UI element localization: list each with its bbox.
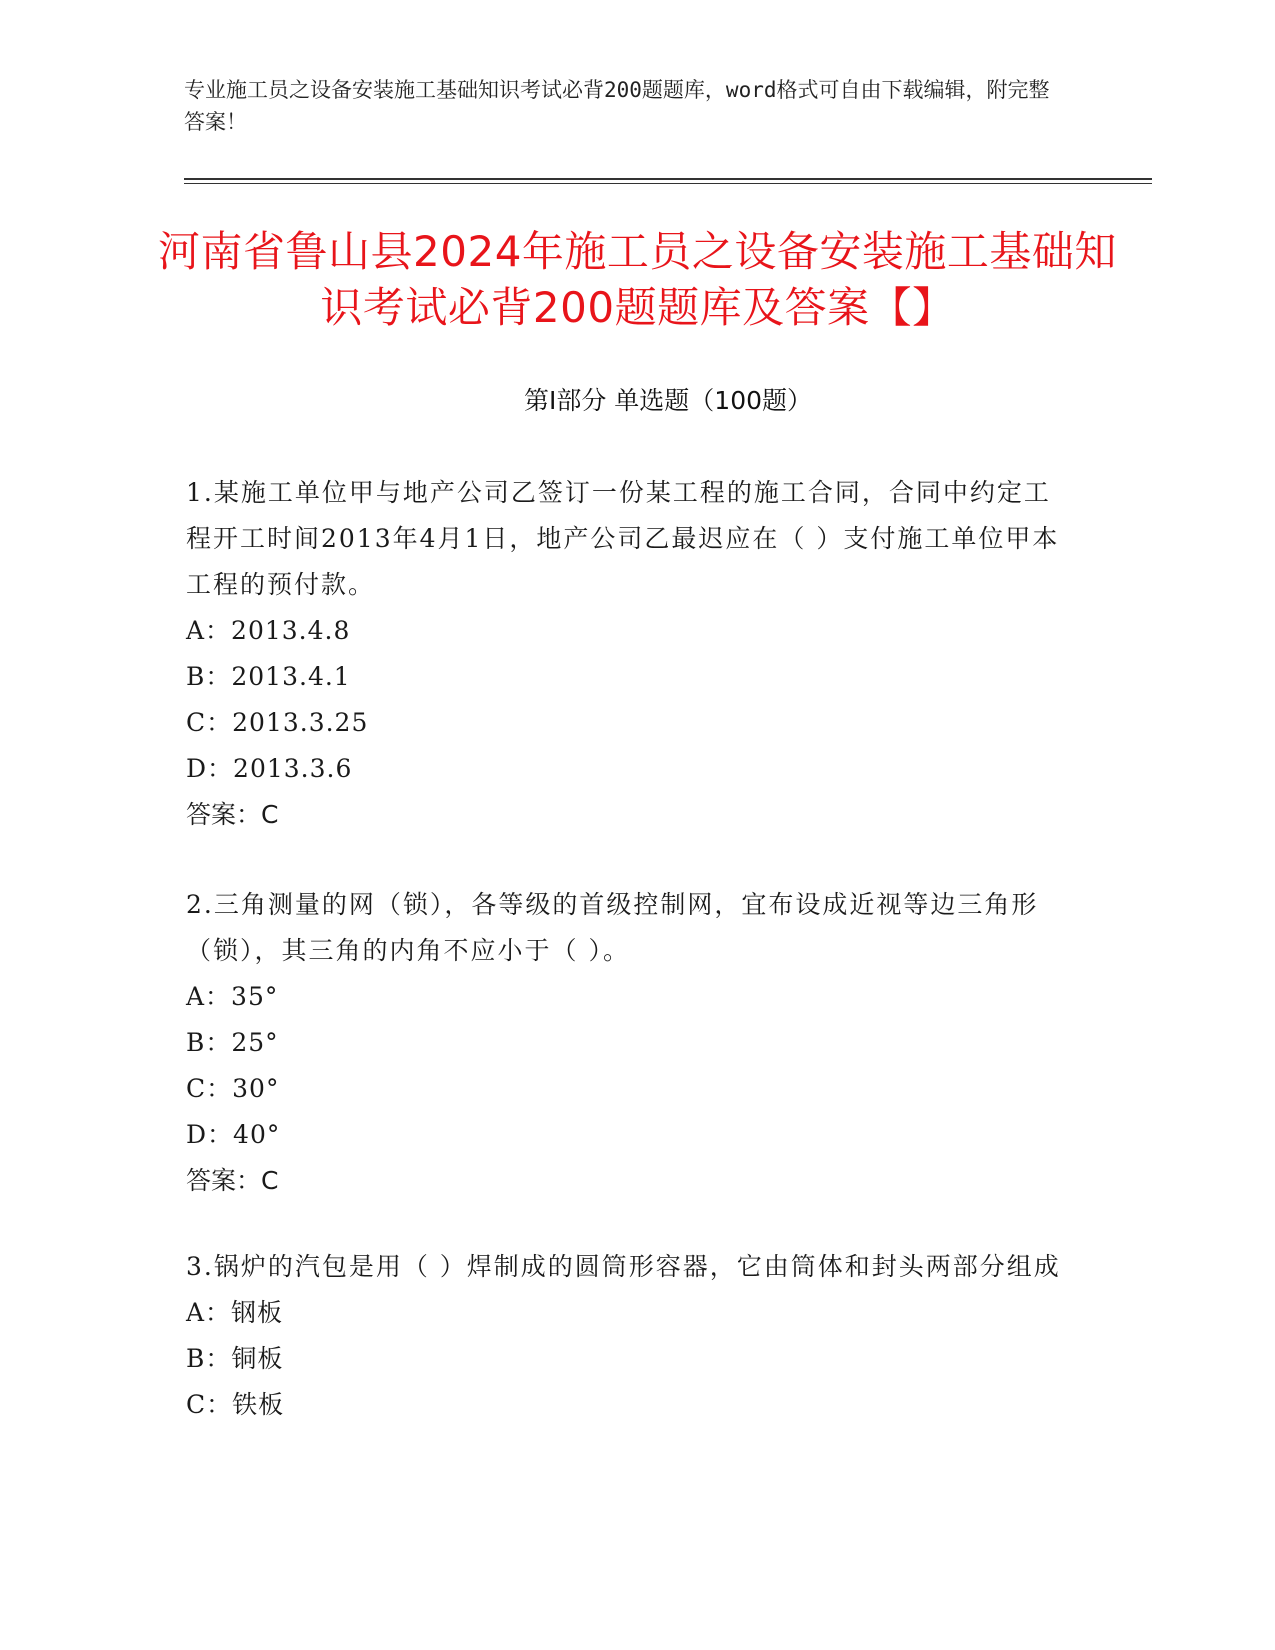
question-stem: 2.三角测量的网（锁），各等级的首级控制网，宜布设成近视等边三角形（锁），其三角的内角不应小于（ ）。 (186, 890, 1039, 965)
option-a: A：钢板 (186, 1298, 284, 1327)
option-c: C：30° (186, 1074, 280, 1103)
option-b: B：铜板 (186, 1344, 284, 1373)
option-b: B：2013.4.1 (186, 662, 351, 691)
question-2 (186, 882, 1066, 1204)
option-c: C：铁板 (186, 1390, 285, 1419)
option-c: C：2013.3.25 (186, 708, 369, 737)
header-divider-thick (184, 178, 1152, 180)
header-note: 专业施工员之设备安装施工基础知识考试必背200题题库，word格式可自由下载编辑，附完整答案！ (184, 78, 1050, 134)
option-b: B：25° (186, 1028, 279, 1057)
header-divider-thin (184, 183, 1152, 184)
answer-line: 答案：C (186, 1166, 279, 1195)
option-a: A：2013.4.8 (186, 616, 351, 645)
question-stem: 1.某施工单位甲与地产公司乙签订一份某工程的施工合同，合同中约定工程开工时间2013年4月1日，地产公司乙最迟应在（ ）支付施工单位甲本工程的预付款。 (186, 478, 1060, 599)
option-d: D：40° (186, 1120, 281, 1149)
option-a: A：35° (186, 982, 279, 1011)
document-title: 河南省鲁山县2024年施工员之设备安装施工基础知识考试必背200题题库及答案【】 (158, 227, 1117, 332)
question-stem: 3.锅炉的汽包是用（ ）焊制成的圆筒形容器，它由筒体和封头两部分组成 (186, 1252, 1061, 1281)
question-1 (186, 470, 1066, 838)
section-heading: 第Ⅰ部分 单选题（100题） (523, 386, 813, 415)
option-d: D：2013.3.6 (186, 754, 353, 783)
question-3 (186, 1244, 1066, 1428)
answer-line: 答案：C (186, 800, 279, 829)
